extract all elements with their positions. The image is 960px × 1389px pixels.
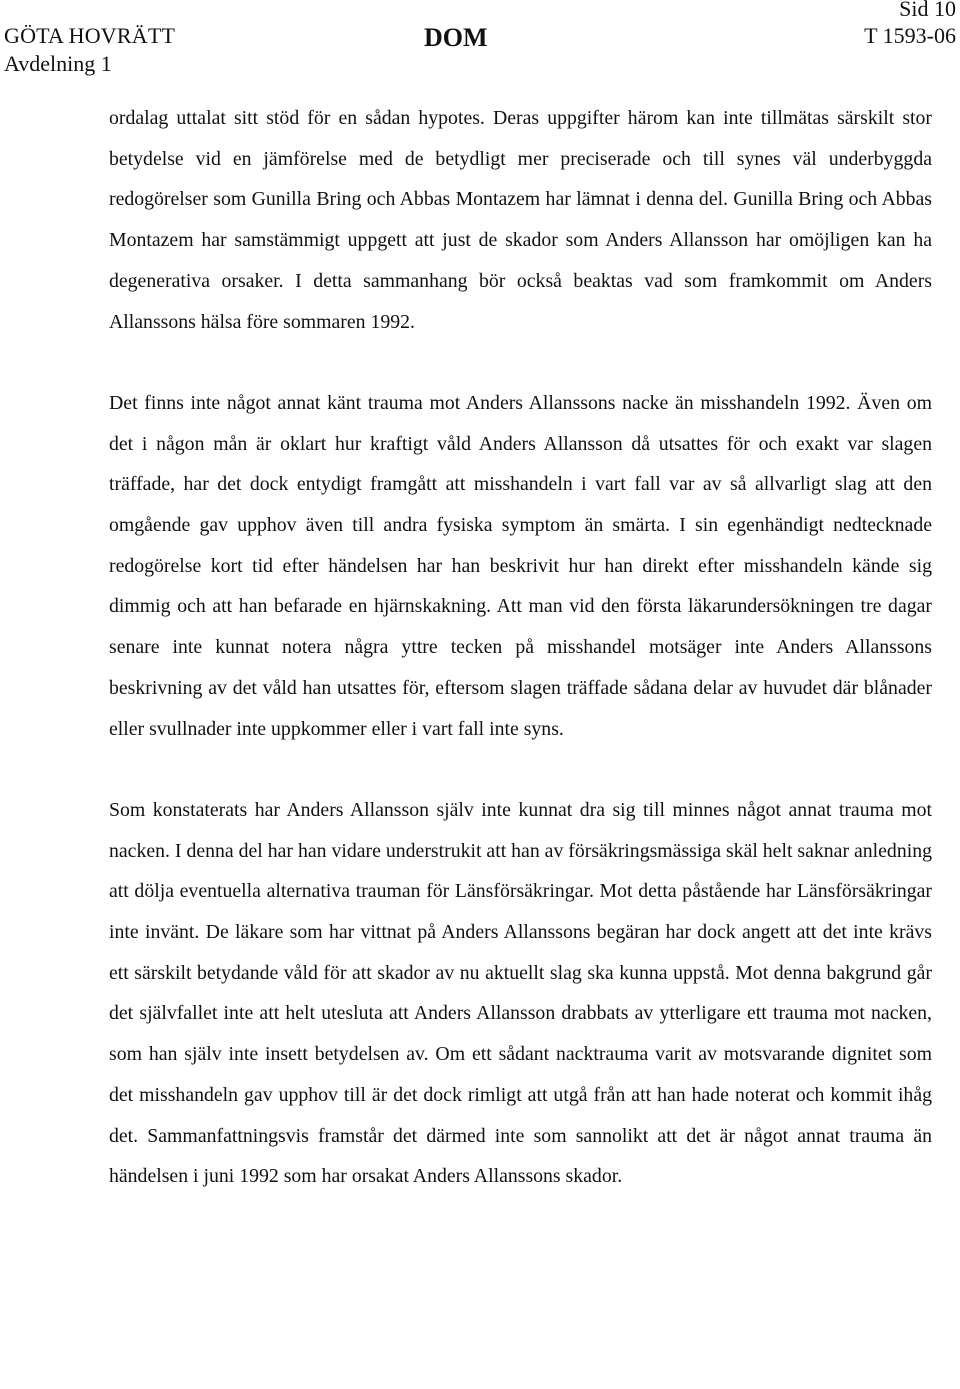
case-number: T 1593-06 — [864, 23, 956, 48]
court-division: Avdelning 1 — [4, 51, 112, 76]
paragraph: Som konstaterats har Anders Allansson själv inte kunnat dra sig till minnes något annat trauma mot nacken. I denna del har han vidare understrukit att han av försäkringsmässiga skäl helt saknar anledning att dölja eventuella alternativa trauman för Länsförsäkringar. Mot detta påstående har Länsförsäkringar inte invänt. De läkare som har vittnat på Anders Allanssons begäran har dock angett att det inte krävs ett särskilt betydande våld för att skador av nu aktuellt slag ska kunna uppstå. Mot denna bakgrund går det självfallet inte att helt utesluta att Anders Allansson drabbats av ytterligare ett trauma mot nacken, som han själv inte insett betydelsen av. Om ett sådant nacktrauma varit av motsvarande dignitet som det misshandeln gav upphov till är det dock rimligt att utgå från att han hade noterat och kommit ihåg det. Sammanfattningsvis framstår det därmed inte som sannolikt att det är något annat trauma än händelsen i juni 1992 som har orsakat Anders Allanssons skador. — [109, 798, 932, 1188]
document-header — [4, 22, 956, 82]
document-body — [109, 98, 932, 1197]
court-name: GÖTA HOVRÄTT — [4, 23, 176, 48]
paragraph: Det finns inte något annat känt trauma mot Anders Allanssons nacke än misshandeln 1992. Även om det i någon mån är oklart hur kraftigt våld Anders Allansson då utsattes för och exakt var slagen träffade, har det dock entydigt framgått att misshandeln i vart fall var av så allvarligt slag att den omgående gav upphov även till andra fysiska symptom än smärta. I sin egenhändigt nedtecknade redogörelse kort tid efter händelsen har han beskrivit hur han direkt efter misshandeln kände sig dimmig och att han befarade en hjärnskakning. Att man vid den första läkarundersökningen tre dagar senare inte kunnat notera några yttre tecken på misshandel motsäger inte Anders Allanssons beskrivning av det våld han utsattes för, eftersom slagen träffade sådana delar av huvudet där blånader eller svullnader inte uppkommer eller i vart fall inte syns. — [109, 391, 932, 740]
document-type: DOM — [424, 23, 488, 52]
page-number: Sid 10 — [899, 0, 956, 21]
paragraph: ordalag uttalat sitt stöd för en sådan hypotes. Deras uppgifter härom kan inte tillmätas särskilt stor betydelse vid en jämförelse med de betydligt mer preciserade och till synes väl underbyggda redogörelser som Gunilla Bring och Abbas Montazem har lämnat i denna del. Gunilla Bring och Abbas Montazem har samstämmigt uppgett att just de skador som Anders Allansson har omöjligen kan ha degenerativa orsaker. I detta sammanhang bör också beaktas vad som framkommit om Anders Allanssons hälsa före sommaren 1992. — [109, 107, 932, 333]
